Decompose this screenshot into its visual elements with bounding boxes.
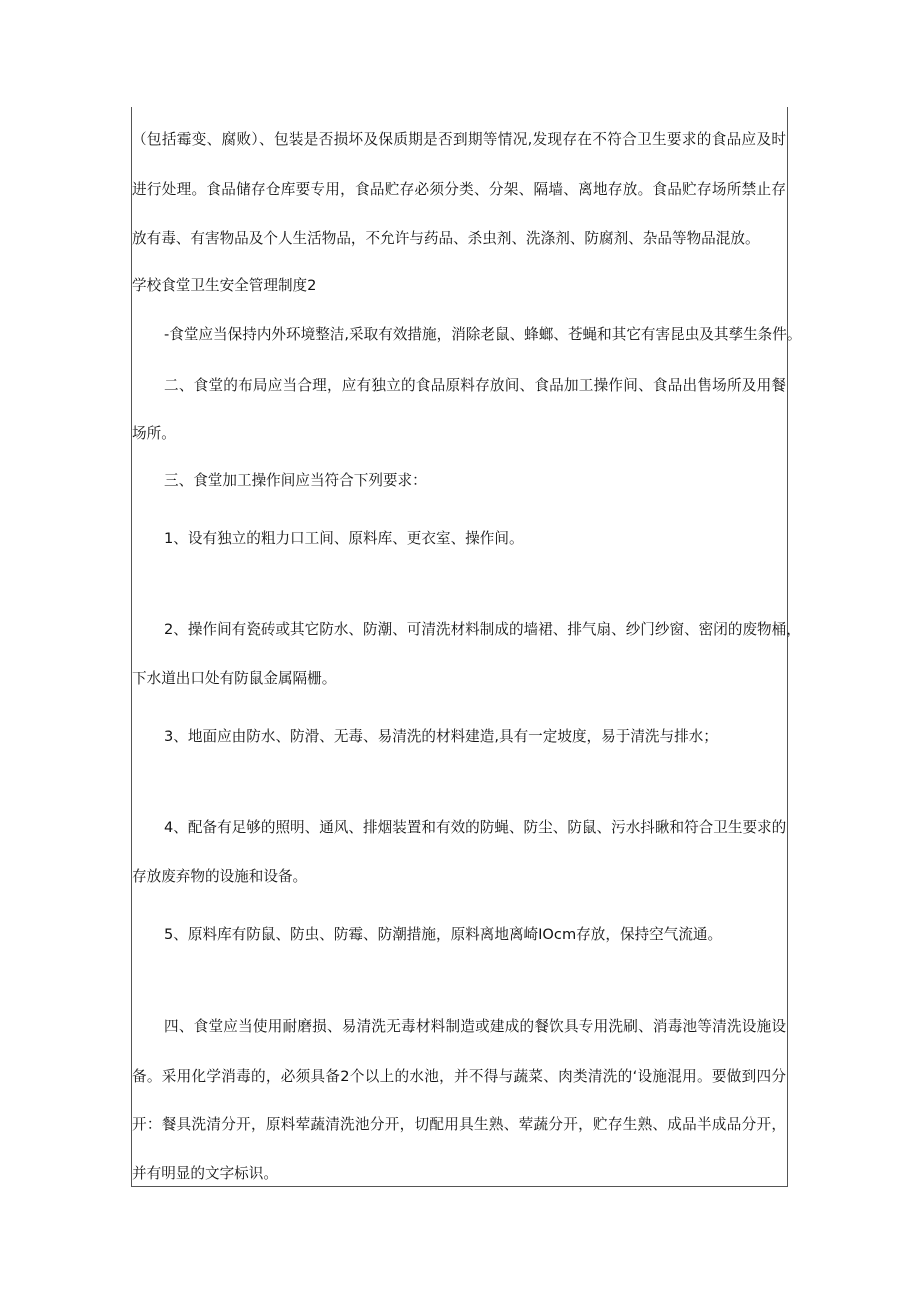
section-heading: 学校食堂卫生安全管理制度2 xyxy=(132,277,317,294)
list-item: 1、设有独立的粗力口工间、原料库、更衣室、操作间。 xyxy=(164,530,524,547)
text-line: 二、食堂的布局应当合理，应有独立的食品原料存放间、食品加工操作间、食品出售场所及用餐 xyxy=(164,377,786,394)
text-line: -食堂应当保持内外环境整洁,采取有效措施，消除老鼠、蜂螂、苍蝇和其它有害昆虫及其孳生条件。 xyxy=(164,326,802,343)
text-line: 三、食堂加工操作间应当符合下列要求： xyxy=(164,472,427,489)
list-item: 4、配备有足够的照明、通风、排烟装置和有效的防蝇、防尘、防鼠、污水抖瞅和符合卫生要求的 xyxy=(164,819,787,836)
text-line: 下水道出口处有防鼠金属隔栅。 xyxy=(132,670,337,687)
text-line: 四、食堂应当使用耐磨损、易清洗无毒材料制造或建成的餐饮具专用洗刷、消毒池等清洗设施设 xyxy=(164,1018,786,1035)
text-line: 备。采用化学消毒的，必须具备2个以上的水池，并不得与蔬菜、肉类清洗的‘设施混用。要做到四分 xyxy=(132,1068,786,1085)
text-line: 场所。 xyxy=(132,425,176,442)
text-line: 开：餐具洗清分开，原料荤蔬清洗池分开，切配用具生熟、荤蔬分开，贮存生熟、成品半成品分开， xyxy=(132,1116,786,1133)
text-line: 进行处理。食品储存仓库要专用，食品贮存必须分类、分架、隔墙、离地存放。食品贮存场所禁止存 xyxy=(132,181,786,198)
text-line: 并有明显的文字标识。 xyxy=(132,1165,278,1182)
list-item: 5、原料库有防鼠、防虫、防霉、防潮措施，原料离地离崎IOcm存放，保持空气流通。 xyxy=(164,926,723,943)
text-line: （包括霉变、腐败）、包装是否损坏及保质期是否到期等情况,发现存在不符合卫生要求的食品应及时 xyxy=(132,131,786,148)
text-line: 存放废弃物的设施和设备。 xyxy=(132,868,308,885)
list-item: 3、地面应由防水、防滑、无毒、易清洗的材料建造,具有一定坡度，易于清洗与排水； xyxy=(164,728,718,745)
list-item: 2、操作间有瓷砖或其它防水、防潮、可清洗材料制成的墙裙、排气扇、纱门纱窗、密闭的废物桶， xyxy=(164,621,801,638)
text-line: 放有毒、有害物品及个人生活物品，不允许与药品、杀虫剂、洗涤剂、防腐剂、杂品等物品混放。 xyxy=(132,230,760,247)
